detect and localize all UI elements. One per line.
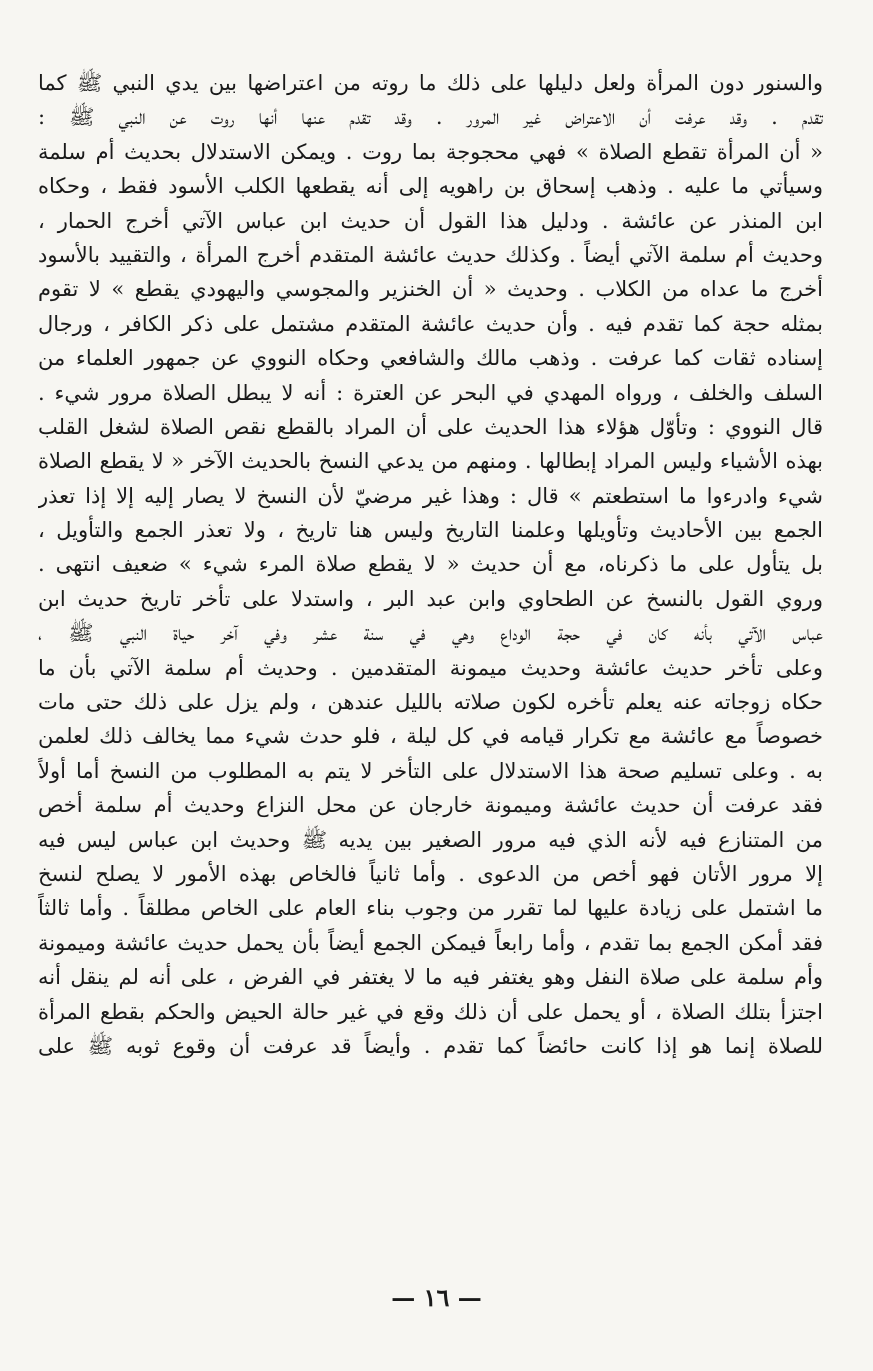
text-line-3: « أن المرأة تقطع الصلاة » فهي محجوجة بما روت . ويمكن الاستدلال بحديث أم سلمة xyxy=(38,139,823,164)
text-line-27: وأم سلمة على صلاة النفل وهو يغتفر فيه ما لا يغتفر في الفرض ، على أنه لم ينقل أنه xyxy=(38,965,823,990)
text-line-11: قال النووي : وتأوّل هؤلاء هذا الحديث على أن المراد بالقطع نقص الصلاة لشغل القلب xyxy=(38,414,823,439)
text-line-5: ابن المنذر عن عائشة . ودليل هذا القول أن حديث ابن عباس الآتي أخرج الحمار ، xyxy=(38,208,823,233)
text-line-26: فقد أمكن الجمع بما تقدم ، وأما رابعاً فيمكن الجمع أيضاً بأن يحمل حديث عائشة وميمونة xyxy=(38,930,823,955)
text-line-15: بل يتأول على ما ذكرناه، مع أن حديث « لا يقطع صلاة المرء شيء » ضعيف انتهى . xyxy=(38,552,823,577)
text-line-22: فقد عرفت أن حديث عائشة وميمونة خارجان عن محل النزاع وحديث أم سلمة أخص xyxy=(38,793,823,818)
text-line-23: من المتنازع فيه لأنه الذي فيه مرور الصغير بين يديه ﷺ وحديث ابن عباس ليس فيه xyxy=(38,827,823,852)
text-line-2: تقدم . وقد عرفت أن الاعتراض غير المرور . وقد تقدم عنها أنها روت عن النبي ﷺ : xyxy=(38,105,823,130)
text-line-16: وروي القول بالنسخ عن الطحاوي وابن عبد البر ، واستدلا على تأخر تاريخ حديث ابن xyxy=(38,586,823,611)
text-line-13: شيء وادرءوا ما استطعتم » قال : وهذا غير مرضيّ لأن النسخ لا يصار إليه إلا إذا تعذر xyxy=(38,483,823,508)
text-line-19: حكاه زوجاته عنه يعلم تأخره لكون صلاته بالليل عندهن ، ولم يزل على ذلك حتى مات xyxy=(38,690,823,715)
text-line-29: للصلاة إنما هو إذا كانت حائضاً كما تقدم . وأيضاً قد عرفت أن وقوع ثوبه ﷺ على xyxy=(38,1033,823,1058)
text-line-7: أخرج ما عداه من الكلاب . وحديث « أن الخنزير والمجوسي واليهودي يقطع » لا تقوم xyxy=(38,277,823,302)
text-line-20: خصوصاً مع عائشة مع تكرار قيامه في كل ليلة ، فلو حدث شيء مما يخالف ذلك لعلمن xyxy=(38,724,823,749)
text-line-18: وعلى تأخر حديث عائشة وحديث ميمونة المتقدمين . وحديث أم سلمة الآتي بأن ما xyxy=(38,655,823,680)
text-line-17: عباس الآتي بأنه كان في حجة الوداع وهي في سنة عشر وفي آخر حياة النبي ﷺ ، xyxy=(38,621,823,646)
text-line-10: السلف والخلف ، ورواه المهدي في البحر عن العترة : أنه لا يبطل الصلاة مرور شيء . xyxy=(38,380,823,405)
text-line-4: وسيأتي ما عليه . وذهب إسحاق بن راهويه إلى أنه يقطعها الكلب الأسود فقط ، وحكاه xyxy=(38,174,823,199)
text-line-1: والسنور دون المرأة ولعل دليلها على ذلك ما روته من اعتراضها بين يدي النبي ﷺ كما xyxy=(38,71,823,95)
text-line-14: الجمع بين الأحاديث وتأويلها وعلمنا التاريخ وليس هنا تاريخ ، ولا تعذر الجمع والتأويل ، xyxy=(38,518,823,543)
text-line-25: ما اشتمل على زيادة عليها لما تقرر من وجوب بناء العام على الخاص مطلقاً . وأما ثالثاً xyxy=(38,896,823,921)
text-line-24: إلا مرور الأتان فهو أخص من الدعوى . وأما ثانياً فالخاص بهذه الأمور لا يصلح لنسخ xyxy=(38,861,823,886)
text-line-8: بمثله حجة كما تقدم فيه . وأن حديث عائشة المتقدم مشتمل على ذكر الكافر ، ورجال xyxy=(38,311,823,336)
text-line-6: وحديث أم سلمة الآتي أيضاً . وكذلك حديث عائشة المتقدم أخرج المرأة ، والتقييد بالأسود xyxy=(38,242,823,267)
text-line-12: بهذه الأشياء وليس المراد إبطالها . ومنهم من يدعي النسخ بالحديث الآخر « لا يقطع الصلاة xyxy=(38,449,823,474)
page-number: — ١٦ — xyxy=(391,1283,482,1312)
text-line-28: اجتزأ بتلك الصلاة ، أو يحمل على أن ذلك وقع في غير حالة الحيض والحكم بقطع المرأة xyxy=(38,999,823,1024)
text-line-9: إسناده ثقات كما عرفت . وذهب مالك والشافعي وحكاه النووي عن جمهور العلماء من xyxy=(38,346,823,371)
text-line-21: به . وعلى تسليم صحة هذا الاستدلال على التأخر لا يتم به المطلوب من النسخ أما أولاً xyxy=(38,758,823,783)
body-text xyxy=(38,66,823,1063)
